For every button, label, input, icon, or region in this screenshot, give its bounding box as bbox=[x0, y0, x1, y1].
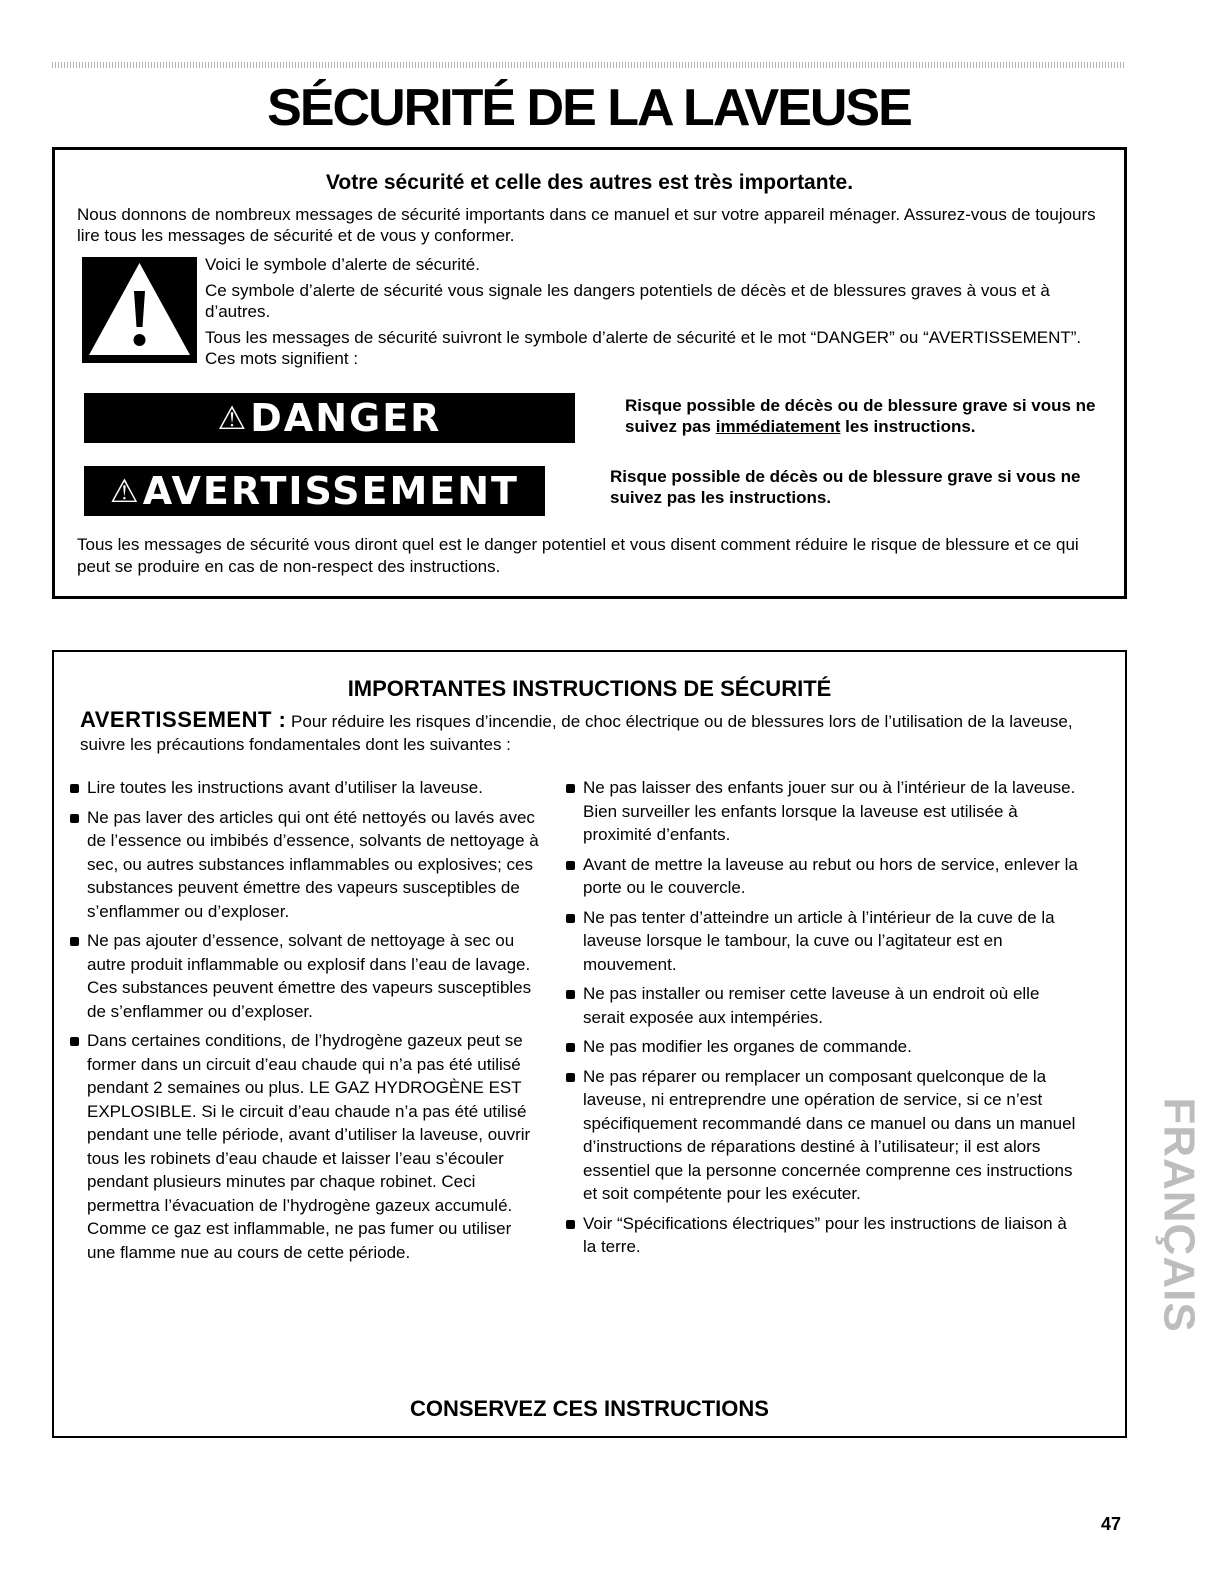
square-bullet-icon bbox=[566, 861, 575, 870]
list-item bbox=[564, 982, 1084, 1029]
square-bullet-icon bbox=[566, 1220, 575, 1229]
warning-label: AVERTISSEMENT bbox=[142, 469, 519, 513]
square-bullet-icon bbox=[566, 990, 575, 999]
list-item-text: Ne pas réparer ou remplacer un composant quelconque de la laveuse, ni entreprendre une opération de service, si ce n’est spécifiquement recommandé dans ce manuel ou dans un manuel d’instructions de réparations destiné à l’utilisateur; il est alors essentiel que la personne concernée comprenne ces instructions et soit compétente pour les exécuter. bbox=[583, 1066, 1076, 1203]
square-bullet-icon bbox=[70, 1037, 79, 1046]
list-item bbox=[68, 929, 543, 1023]
list-item-text: Ne pas modifier les organes de commande. bbox=[583, 1037, 912, 1056]
square-bullet-icon bbox=[70, 814, 79, 823]
safety-box-intro: Nous donnons de nombreux messages de sécurité importants dans ce manuel et sur votre appareil ménager. Assurez-vous de toujours lire tous les messages de sécurité et de vous y conformer. bbox=[77, 205, 1096, 245]
top-dotted-rule bbox=[52, 62, 1126, 68]
language-tab-label: FRANÇAIS bbox=[1155, 1097, 1205, 1333]
list-item bbox=[68, 1029, 543, 1264]
danger-desc-underlined: immédiatement bbox=[715, 417, 841, 436]
list-item bbox=[564, 853, 1084, 900]
list-item bbox=[564, 1035, 1084, 1059]
square-bullet-icon bbox=[566, 784, 575, 793]
danger-desc-text-2: les instructions. bbox=[840, 417, 976, 436]
safety-message-box bbox=[52, 147, 1127, 599]
warning-triangle-icon: ⚠ bbox=[110, 472, 141, 510]
safety-box-heading: Votre sécurité et celle des autres est très importante. bbox=[325, 171, 854, 194]
safety-alert-symbol-icon bbox=[82, 257, 197, 363]
symbol-line-3: Tous les messages de sécurité suivront le symbole d’alerte de sécurité et le mot “DANGER” ou “AVERTISSEMENT”. Ces mots signifient : bbox=[205, 328, 1082, 368]
safety-box-footer: Tous les messages de sécurité vous diront quel est le danger potentiel et vous disent comment réduire le risque de blessure et ce qui peut se produire en cas de non-respect des instructions. bbox=[77, 535, 1079, 576]
list-item bbox=[564, 906, 1084, 977]
list-item-text: Ne pas tenter d’atteindre un article à l’intérieur de la cuve de la laveuse lorsque le tambour, la cuve ou l’agitateur est en mouvement. bbox=[583, 907, 1055, 974]
instructions-heading: IMPORTANTES INSTRUCTIONS DE SÉCURITÉ bbox=[347, 676, 832, 701]
danger-label: DANGER bbox=[250, 396, 442, 440]
danger-desc-text-1: Risque possible de décès ou de blessure grave si vous ne suivez pas bbox=[625, 396, 1096, 436]
page-number: 47 bbox=[1101, 1514, 1122, 1534]
square-bullet-icon bbox=[70, 937, 79, 946]
list-item bbox=[564, 1065, 1084, 1206]
instructions-warning-text: Pour réduire les risques d’incendie, de choc électrique ou de blessures lors de l’utilisation de la laveuse, suivre les précautions fondamentales dont les suivantes : bbox=[80, 712, 1073, 754]
list-item bbox=[564, 1212, 1084, 1259]
warning-description: Risque possible de décès ou de blessure grave si vous ne suivez pas les instructions. bbox=[610, 467, 1081, 507]
list-item bbox=[68, 806, 543, 924]
danger-banner bbox=[84, 393, 575, 443]
instructions-left-column bbox=[68, 776, 543, 1270]
square-bullet-icon bbox=[566, 914, 575, 923]
list-item-text: Ne pas ajouter d’essence, solvant de nettoyage à sec ou autre produit inflammable ou explosif dans l’eau de lavage. Ces substances peuvent émettre des vapeurs susceptibles de s’enflammer ou d’exploser. bbox=[87, 931, 532, 1021]
list-item bbox=[564, 776, 1084, 847]
list-item-text: Avant de mettre la laveuse au rebut ou hors de service, enlever la porte ou le couvercle. bbox=[583, 854, 1078, 897]
language-tab bbox=[1153, 1075, 1205, 1355]
warning-banner bbox=[84, 466, 545, 516]
square-bullet-icon bbox=[70, 784, 79, 793]
symbol-line-1: Voici le symbole d’alerte de sécurité. bbox=[205, 255, 480, 274]
list-item-text: Ne pas laver des articles qui ont été nettoyés ou lavés avec de l’essence ou imbibés d’essence, solvants de nettoyage à sec, ou autres substances inflammables ou explosives; ces substances peuvent émettre des vapeurs susceptibles de s’enflammer ou d’exploser. bbox=[87, 807, 539, 921]
important-instructions-box bbox=[52, 650, 1127, 1438]
danger-description bbox=[625, 395, 1125, 437]
symbol-explanation bbox=[205, 254, 1115, 374]
list-item-text: Ne pas installer ou remiser cette laveuse à un endroit où elle serait exposée aux intempéries. bbox=[583, 984, 1040, 1027]
instructions-right-column bbox=[564, 776, 1084, 1265]
square-bullet-icon bbox=[566, 1073, 575, 1082]
list-item bbox=[68, 776, 543, 800]
instructions-footer: CONSERVEZ CES INSTRUCTIONS bbox=[410, 1396, 769, 1421]
warning-triangle-icon bbox=[82, 257, 197, 363]
symbol-line-2: Ce symbole d’alerte de sécurité vous signale les dangers potentiels de décès et de blessures graves à vous et à d’autres. bbox=[205, 281, 1050, 321]
list-item-text: Dans certaines conditions, de l’hydrogène gazeux peut se former dans un circuit d’eau chaude qui n’a pas été utilisé pendant 2 semaines ou plus. LE GAZ HYDROGÈNE EST EXPLOSIBLE. Si le circuit d’eau chaude n’a pas été utilisé pendant une telle période, avant d’utiliser la laveuse, ouvrir tous les robinets d’eau chaude et laisser l’eau s’écouler pendant plusieurs minutes par chaque robinet. Ceci permettra l’évacuation de l’hydrogène gazeux accumulé. Comme ce gaz est inflammable, ne pas fumer ou utiliser une flamme nue au cours de cette période. bbox=[87, 1031, 531, 1262]
instructions-warning-label: AVERTISSEMENT : bbox=[80, 707, 287, 732]
warning-triangle-icon: ⚠ bbox=[217, 399, 249, 437]
page-title: SÉCURITÉ DE LA LAVEUSE bbox=[267, 79, 911, 137]
instructions-warning bbox=[80, 708, 1110, 756]
list-item-text: Ne pas laisser des enfants jouer sur ou à l’intérieur de la laveuse. Bien surveiller les enfants lorsque la laveuse est utilisée à proximité d’enfants. bbox=[583, 778, 1076, 844]
list-item-text: Lire toutes les instructions avant d’utiliser la laveuse. bbox=[87, 778, 483, 797]
list-item-text: Voir “Spécifications électriques” pour les instructions de liaison à la terre. bbox=[583, 1213, 1067, 1256]
square-bullet-icon bbox=[566, 1043, 575, 1052]
